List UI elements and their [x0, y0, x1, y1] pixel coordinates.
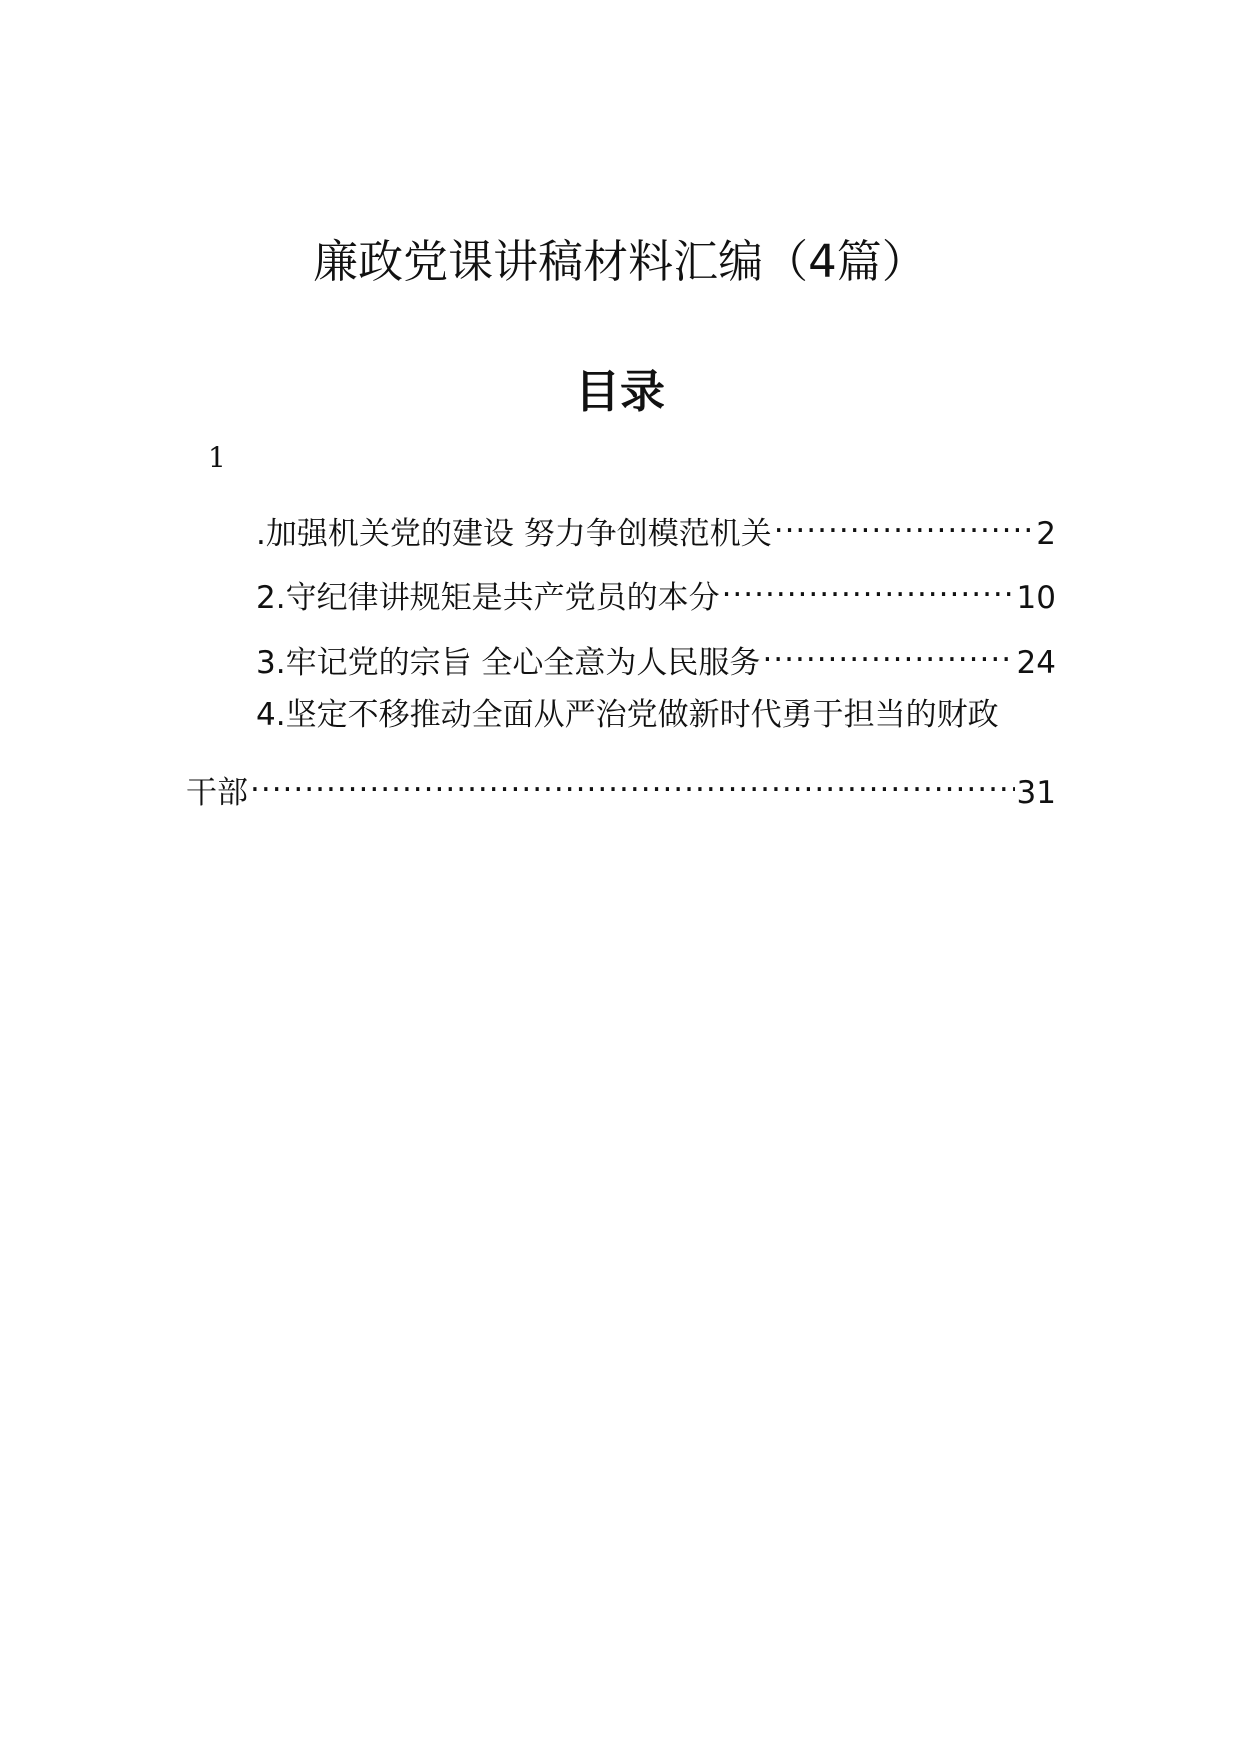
toc-entry[interactable]: [256, 500, 1056, 552]
toc-page-number: 24: [1016, 645, 1056, 681]
toc-entry-line2[interactable]: [186, 759, 1056, 811]
stray-number: 1: [208, 441, 226, 474]
toc-dot-leader: [720, 564, 1015, 608]
toc-page-number: 31: [1016, 775, 1056, 811]
toc-page-number: 2: [1036, 516, 1056, 552]
toc-dot-leader: [760, 629, 1014, 673]
toc-dot-leader: [248, 759, 1015, 803]
toc-entry-text: 干部: [186, 775, 248, 811]
toc-entry-text: 3.牢记党的宗旨 全心全意为人民服务: [256, 645, 761, 681]
toc-entry-text: 2.守纪律讲规矩是共产党员的本分: [256, 580, 720, 616]
toc-heading: 目录: [574, 365, 665, 418]
document-title: 廉政党课讲稿材料汇编（4篇）: [313, 235, 927, 288]
toc-entry[interactable]: [256, 564, 1056, 616]
toc-entry[interactable]: [256, 629, 1056, 681]
toc-dot-leader: [772, 500, 1035, 544]
toc-entry-text: .加强机关党的建设 努力争创模范机关: [256, 516, 772, 552]
toc-entry-line1[interactable]: 4.坚定不移推动全面从严治党做新时代勇于担当的财政: [256, 697, 999, 733]
toc-page-number: 10: [1016, 580, 1056, 616]
